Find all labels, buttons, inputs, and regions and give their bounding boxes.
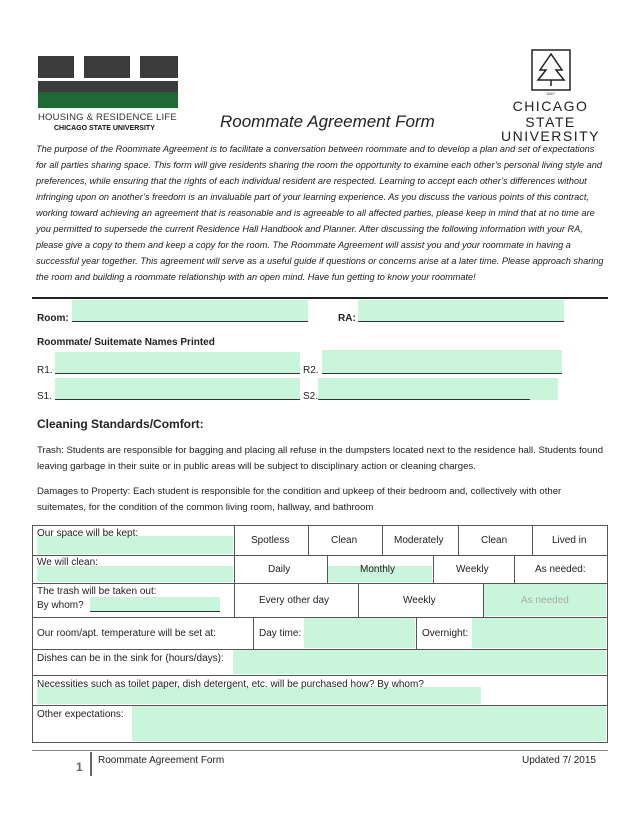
r1-label: R1. bbox=[37, 365, 53, 376]
r2-underline bbox=[322, 373, 562, 374]
s1-underline bbox=[55, 399, 300, 400]
table-line bbox=[382, 525, 383, 555]
ra-input[interactable] bbox=[358, 300, 564, 322]
option-as-needed[interactable]: As needed: bbox=[535, 564, 586, 575]
option-moderately[interactable]: Moderately bbox=[394, 535, 444, 546]
s2-label: S2. bbox=[303, 391, 319, 402]
table-line bbox=[253, 617, 254, 649]
r1-underline bbox=[55, 373, 300, 374]
table-line bbox=[607, 525, 608, 742]
logo-right-year: 1867 bbox=[546, 91, 555, 96]
table-line bbox=[32, 675, 608, 676]
trash-text: Trash: Students are responsible for bagging and placing all refuse in the dumpsters located next to the residence hall. Students found leaving garbage in their suite or in public areas will be subject to disciplinary action or cleaning charges. bbox=[37, 445, 604, 472]
row4-night-label: Overnight: bbox=[422, 628, 469, 639]
table-line bbox=[32, 742, 608, 743]
table-line bbox=[308, 525, 309, 555]
s1-input[interactable] bbox=[55, 378, 300, 400]
s2-underline bbox=[318, 399, 530, 400]
s2-input[interactable] bbox=[318, 378, 558, 400]
night-temp-input[interactable] bbox=[472, 618, 606, 648]
option-monthly[interactable]: Monthly bbox=[360, 564, 396, 575]
table-line bbox=[514, 555, 515, 583]
option-spotless[interactable]: Spotless bbox=[251, 535, 290, 546]
row6-label: Necessities such as toilet paper, dish detergent, etc. will be purchased how? By whom? bbox=[37, 679, 424, 690]
hrl-logo bbox=[38, 52, 178, 132]
footer-bar bbox=[90, 752, 92, 776]
table-line bbox=[358, 583, 359, 617]
logo-right-line2: UNIVERSITY bbox=[500, 128, 600, 144]
row2-label: We will clean: bbox=[37, 557, 98, 568]
csu-logo bbox=[488, 48, 613, 144]
ra-label: RA: bbox=[338, 313, 356, 324]
option-clean-2[interactable]: Clean bbox=[481, 535, 508, 546]
r2-label: R2. bbox=[303, 365, 319, 376]
option-lived-in[interactable]: Lived in bbox=[552, 535, 587, 546]
row5-label: Dishes can be in the sink for (hours/days): bbox=[37, 653, 224, 664]
section-divider bbox=[32, 297, 608, 299]
by-whom-input[interactable] bbox=[90, 597, 220, 612]
option-clean[interactable]: Clean bbox=[331, 535, 358, 546]
row3-label: The trash will be taken out: bbox=[37, 586, 157, 597]
names-heading: Roommate/ Suitemate Names Printed bbox=[37, 337, 215, 348]
option-every-other-day[interactable]: Every other day bbox=[259, 595, 330, 606]
option-weekly[interactable]: Weekly bbox=[456, 564, 489, 575]
option-daily[interactable]: Daily bbox=[268, 564, 291, 575]
footer-updated: Updated 7/ 2015 bbox=[522, 755, 596, 766]
row2-input[interactable] bbox=[37, 566, 233, 582]
table-line bbox=[234, 555, 235, 583]
footer-page-number: 1 bbox=[76, 760, 83, 774]
footer-rule bbox=[32, 750, 608, 751]
row3-sub: By whom? bbox=[37, 600, 84, 611]
table-line bbox=[32, 525, 608, 526]
other-expectations-input[interactable] bbox=[132, 706, 606, 741]
row1-label: Our space will be kept: bbox=[37, 528, 139, 539]
table-line bbox=[32, 525, 33, 742]
footer-title: Roommate Agreement Form bbox=[98, 755, 225, 766]
ra-underline bbox=[358, 321, 564, 322]
room-label: Room: bbox=[37, 313, 69, 324]
row4-label: Our room/apt. temperature will be set at: bbox=[37, 628, 216, 639]
r1-input[interactable] bbox=[55, 352, 300, 374]
row4-day-label: Day time: bbox=[259, 628, 302, 639]
logo-right-line1: CHICAGO STATE bbox=[512, 98, 589, 130]
option-weekly-trash[interactable]: Weekly bbox=[403, 595, 436, 606]
row7-label: Other expectations: bbox=[37, 709, 124, 720]
page-title: Roommate Agreement Form bbox=[220, 112, 435, 131]
table-line bbox=[416, 617, 417, 649]
day-temp-input[interactable] bbox=[304, 618, 415, 648]
damages-text: Damages to Property: Each student is responsible for the condition and upkeep of their bedroom and, collectively with other suitemates, for the condition of the common living room, hallway, and bathroom bbox=[37, 486, 562, 513]
by-whom-underline bbox=[90, 611, 220, 612]
table-line bbox=[433, 555, 434, 583]
r2-input[interactable] bbox=[322, 350, 562, 374]
cleaning-heading: Cleaning Standards/Comfort: bbox=[37, 417, 204, 431]
table-line bbox=[234, 525, 235, 555]
tree-seal-icon bbox=[528, 48, 574, 94]
table-line bbox=[532, 525, 533, 555]
logo-left-line2: CHICAGO STATE UNIVERSITY bbox=[54, 125, 155, 132]
dishes-input[interactable] bbox=[233, 650, 606, 674]
s1-label: S1. bbox=[37, 391, 53, 402]
room-underline bbox=[72, 321, 308, 322]
table-line bbox=[234, 583, 235, 617]
logo-left-line1: HOUSING & RESIDENCE LIFE bbox=[38, 112, 177, 123]
table-line bbox=[32, 555, 608, 556]
option-as-needed-trash[interactable]: As needed bbox=[521, 595, 569, 606]
room-input[interactable] bbox=[72, 300, 308, 322]
intro-paragraph: The purpose of the Roommate Agreement is to facilitate a conversation between roommate and to develop a plan and set of expectations for all parties sharing space. This form will give residents sharing the room the opportunity to examine each other’s personal living style and preferences, while ensuring that the rights of each individual resident are respected. Learning to accept each other’s differences without infringing upon on another’s freedom is an invaluable part of your learning experience. As you discuss the various points of this contract, working toward achieving an agreement that is reasonable and is agreeable to all affected parties, please keep in mind that at no time are you permitted to supersede the current Residence Hall Handbook and Planner. After discussing the following information with your RA, please give a copy to them and keep a copy for the room. The Roommate Agreement will assist you and your roommate in having a successful year together. This agreement will serve as a useful guide if questions or concerns arise at a later time. Please approach sharing the room and building a roommate relationship with an open mind. Have fun getting to know your roommate! bbox=[36, 144, 604, 282]
table-line bbox=[458, 525, 459, 555]
